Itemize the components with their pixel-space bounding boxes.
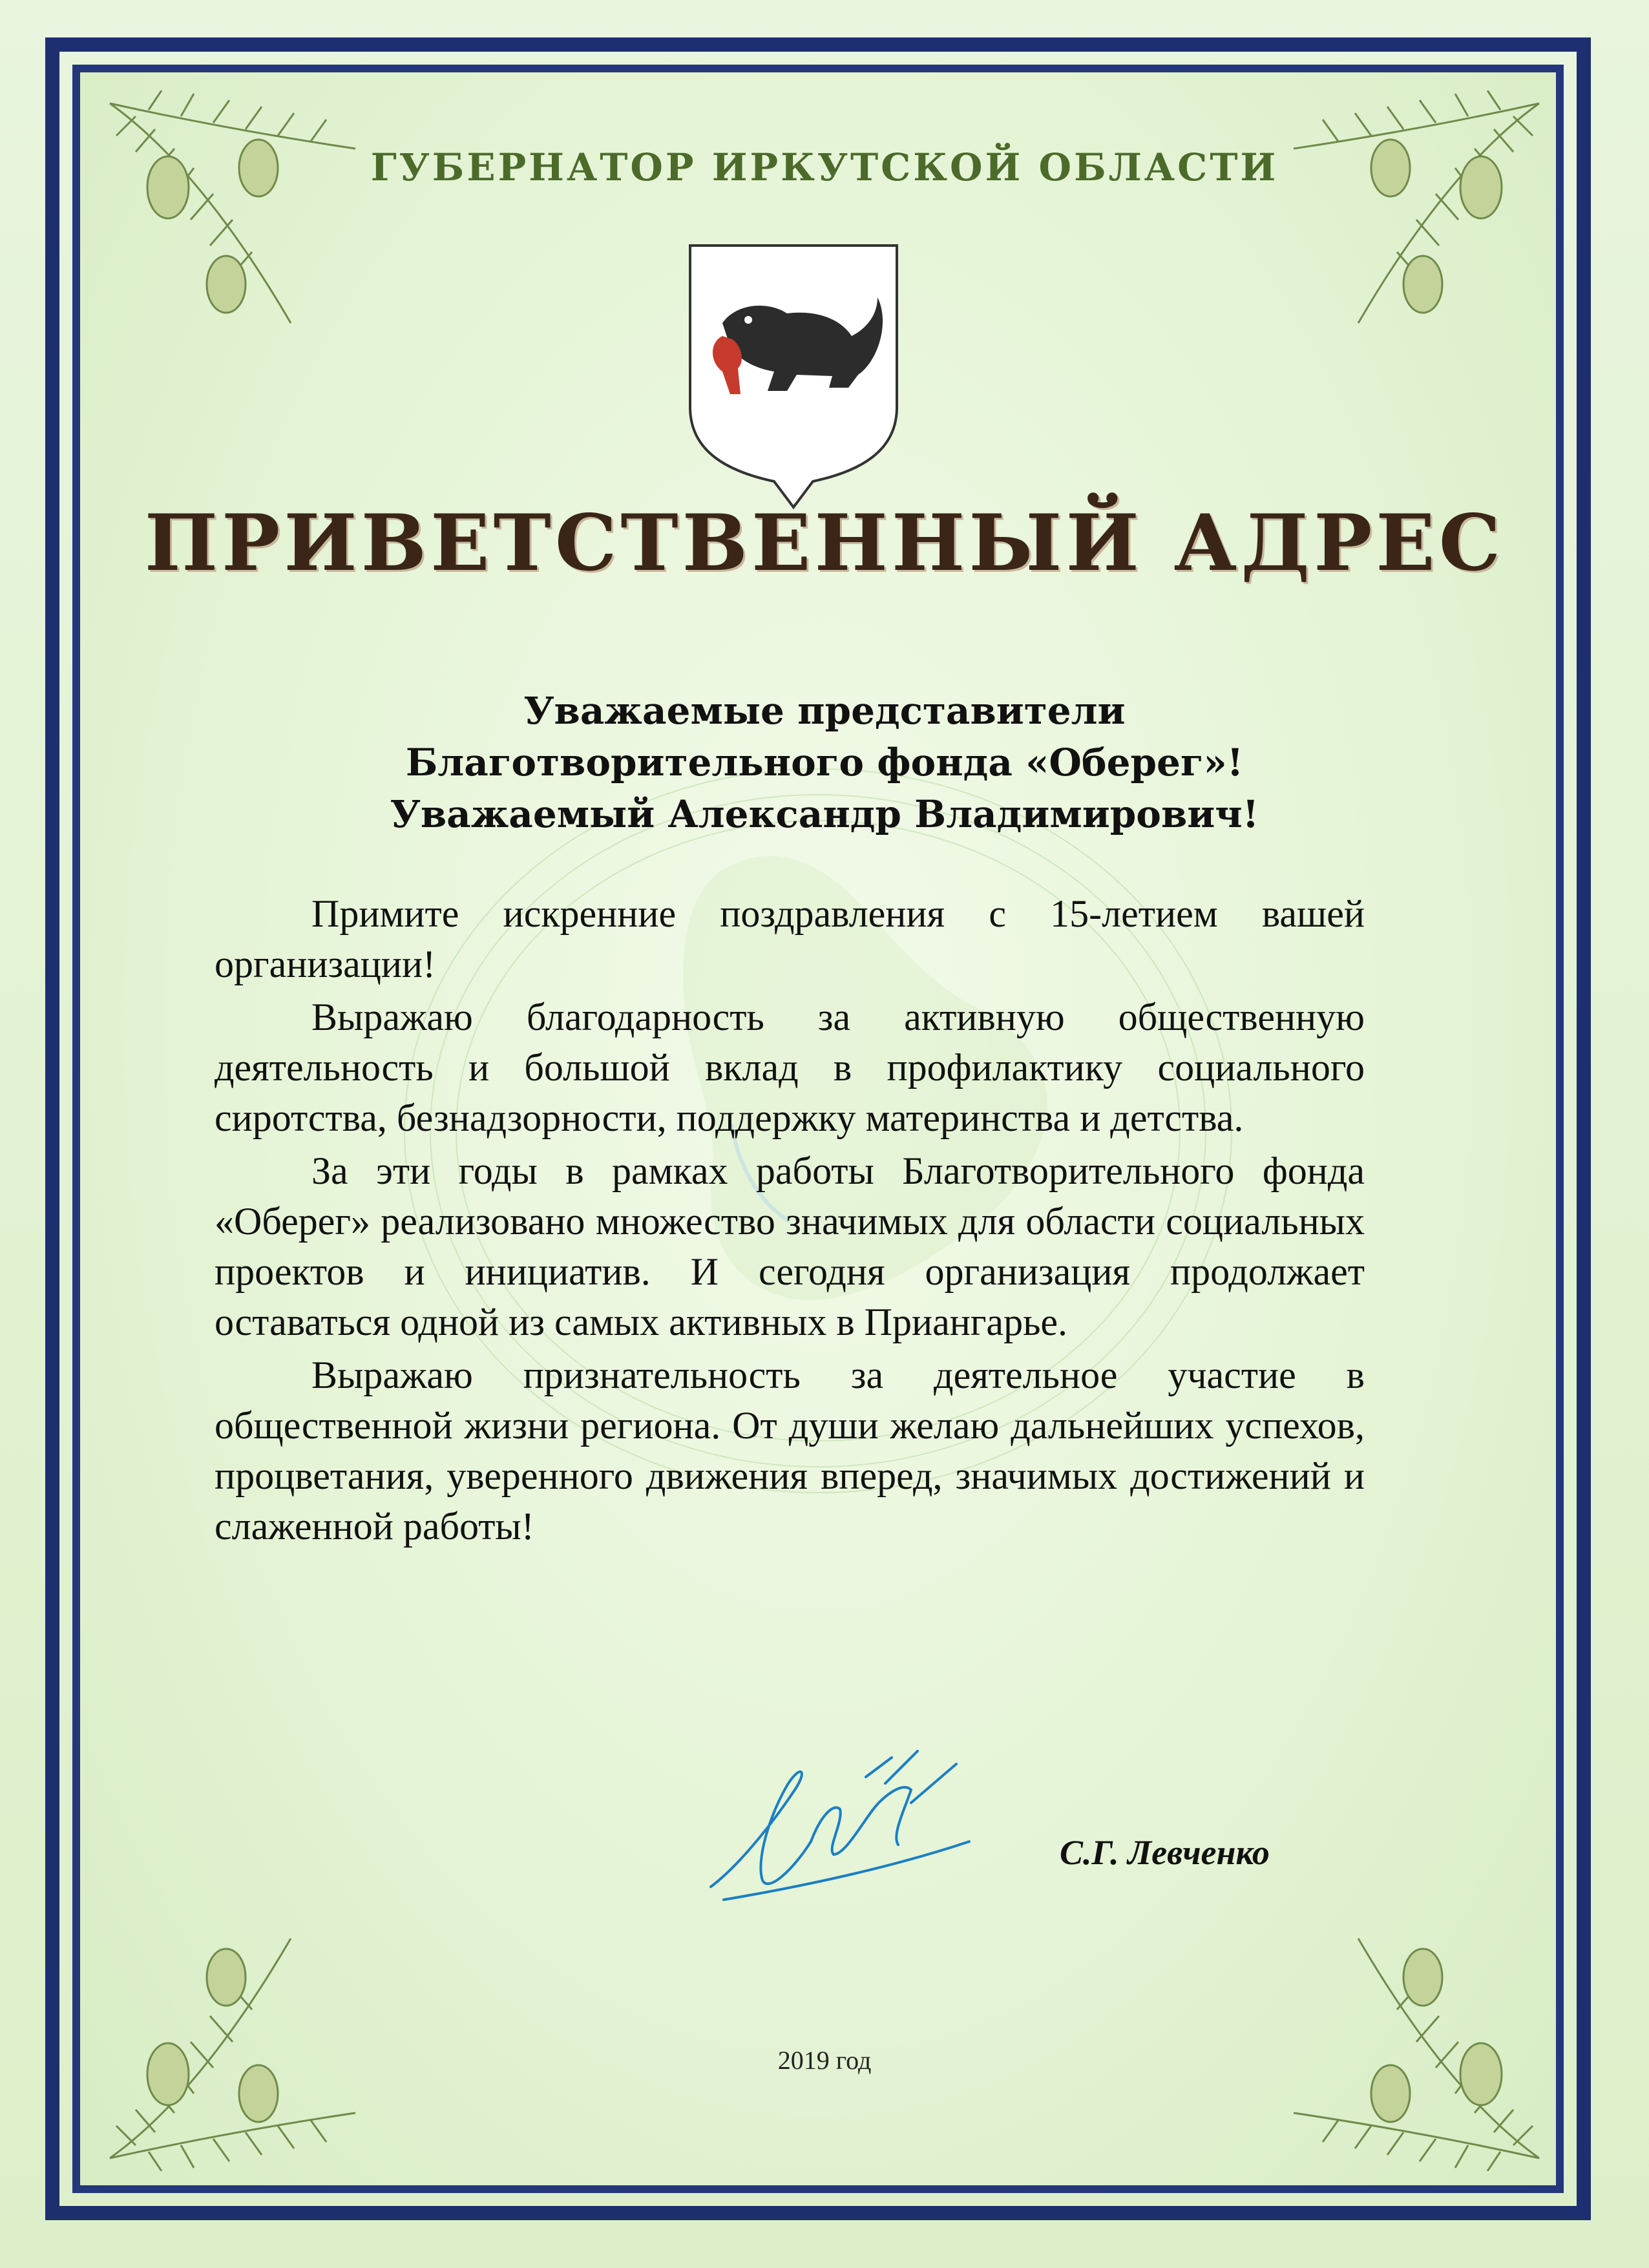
signer-name: С.Г. Левченко: [1060, 1833, 1270, 1872]
greeting-line: Благотворительного фонда «Оберег»!: [405, 740, 1244, 784]
greeting-line: Уважаемые представители: [523, 689, 1126, 733]
issue-year: 2019 год: [777, 2046, 872, 2075]
page-title: ПРИВЕТСТВЕННЫЙ АДРЕС: [144, 498, 1505, 589]
paragraph: Выражаю благодарность за активную общественную деятельность и большой вклад в профилактику социального сиротства, безнадзорности, поддержку материнства и детства.: [215, 996, 1365, 1139]
greeting-block: [0, 685, 1649, 840]
handwritten-signature-icon: [698, 1738, 982, 1913]
irkutsk-coat-of-arms-icon: [684, 239, 903, 510]
pine-branch-icon: [97, 1900, 368, 2171]
issuer-heading: ГУБЕРНАТОР ИРКУТСКОЙ ОБЛАСТИ: [370, 145, 1279, 189]
paragraph: Примите искренние поздравления с 15-летием вашей организации!: [215, 892, 1365, 985]
pine-branch-icon: [1281, 90, 1552, 362]
greeting-line: Уважаемый Александр Владимирович!: [390, 792, 1259, 836]
pine-branch-icon: [1281, 1900, 1552, 2171]
paragraph: Выражаю признательность за деятельное участие в общественной жизни региона. От души желаю дальнейших успехов, процветания, уверенного движения вперед, значимых достижений и слаженной работы!: [215, 1354, 1365, 1548]
letter-body: [215, 888, 1365, 1554]
paragraph: За эти годы в рамках работы Благотворительного фонда «Оберег» реализовано множество значимых для области социальных проектов и инициатив. И сегодня организация продолжает оставаться одной из самых активных в Приангарье.: [215, 1150, 1365, 1343]
pine-branch-icon: [97, 90, 368, 362]
